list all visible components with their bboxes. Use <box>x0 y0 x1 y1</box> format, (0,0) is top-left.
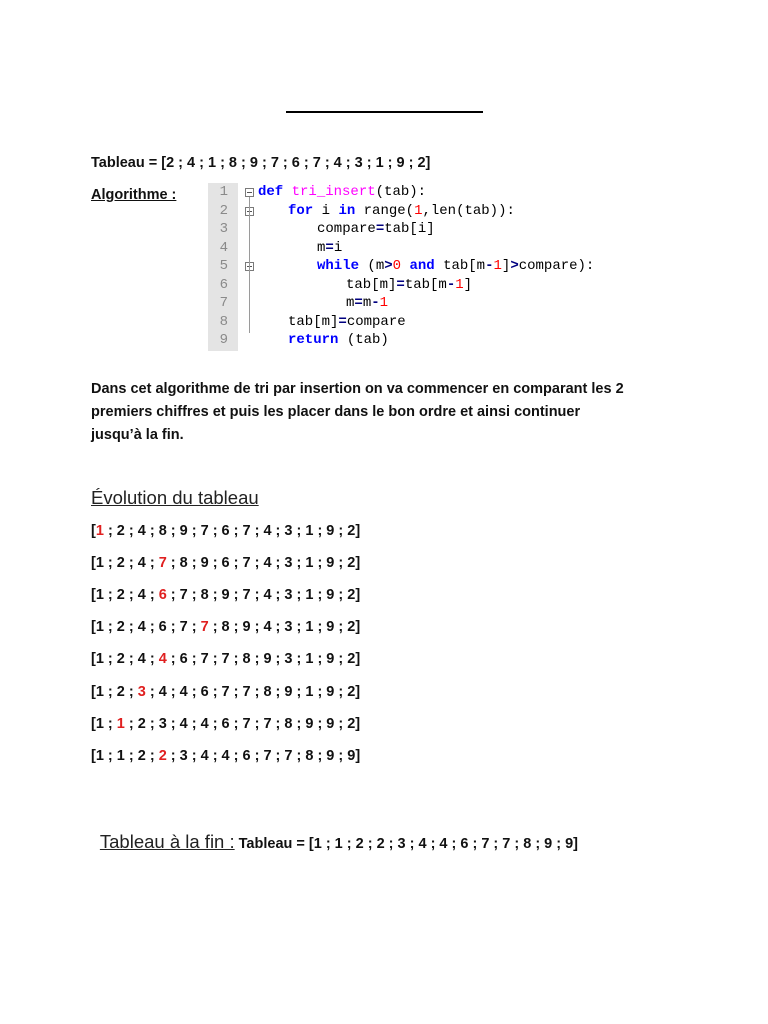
code-token: ] <box>463 276 473 293</box>
row-suffix: ; 4 ; 4 ; 6 ; 7 ; 7 ; 8 ; 9 ; 1 ; 9 ; 2] <box>145 683 361 700</box>
code-token: while <box>317 258 360 274</box>
code-text <box>288 202 515 220</box>
code-token: = <box>375 221 385 237</box>
final-label: Tableau à la fin : <box>99 831 235 852</box>
code-text <box>258 183 426 201</box>
row-prefix: [1 ; 2 ; 4 ; <box>91 555 159 572</box>
description-line-3: jusqu’à la fin. <box>91 427 184 443</box>
row-highlight: 7 <box>158 555 167 572</box>
code-token: m <box>317 239 326 256</box>
code-token: > <box>510 258 519 274</box>
row-suffix: ; 8 ; 9 ; 4 ; 3 ; 1 ; 9 ; 2] <box>208 619 361 636</box>
code-token: (m <box>359 258 385 274</box>
code-text <box>317 257 594 275</box>
code-token <box>283 184 291 200</box>
row-highlight: 6 <box>158 587 167 604</box>
evolution-row <box>91 619 360 635</box>
evolution-row <box>91 684 360 700</box>
code-token: - <box>485 258 494 274</box>
code-token: = <box>325 239 334 256</box>
row-suffix: ; 7 ; 8 ; 9 ; 7 ; 4 ; 3 ; 1 ; 9 ; 2] <box>166 587 361 604</box>
code-token: tri_insert <box>291 184 376 200</box>
evolution-row <box>91 651 360 667</box>
code-token: = <box>396 276 405 293</box>
row-suffix: ; 2 ; 4 ; 8 ; 9 ; 7 ; 6 ; 7 ; 4 ; 3 ; 1 ; 9 ; 2] <box>103 523 361 539</box>
evolution-row <box>91 748 360 764</box>
code-text <box>317 220 435 238</box>
evolution-row <box>91 716 360 732</box>
line-number: 1 <box>219 184 228 200</box>
code-token: return <box>288 332 339 348</box>
code-text <box>346 276 472 294</box>
code-block <box>208 183 595 351</box>
code-token: - <box>371 295 380 311</box>
code-token: for <box>288 202 314 219</box>
code-text <box>346 294 388 312</box>
code-token: = <box>338 313 347 330</box>
code-token: compare <box>317 221 376 237</box>
title-underline-rule <box>286 111 483 113</box>
code-token: m <box>362 295 372 311</box>
code-token: 1 <box>455 276 464 293</box>
evolution-heading: Évolution du tableau <box>91 487 259 508</box>
row-highlight: 1 <box>95 523 104 539</box>
description-line-1: Dans cet algorithme de tri par insertion on va commencer en comparant les 2 <box>91 381 624 397</box>
line-number: 2 <box>219 202 228 219</box>
line-number: 4 <box>219 239 228 256</box>
code-token: def <box>258 184 284 200</box>
code-token: tab[i] <box>384 221 435 237</box>
code-token: = <box>354 295 363 311</box>
line-number: 7 <box>219 295 228 311</box>
code-token: and <box>409 258 435 274</box>
row-prefix: [1 ; 2 ; 4 ; 6 ; 7 ; <box>91 619 201 636</box>
code-token: tab[m] <box>288 313 339 330</box>
description-line-2: premiers chiffres et puis les placer dans le bon ordre et ainsi continuer <box>91 404 581 420</box>
line-number: 5 <box>219 258 228 274</box>
evolution-row <box>91 587 360 603</box>
final-value: Tableau = [1 ; 1 ; 2 ; 2 ; 3 ; 4 ; 4 ; 6 ; 7 ; 7 ; 8 ; 9 ; 9] <box>234 836 579 852</box>
initial-tableau: Tableau = [2 ; 4 ; 1 ; 8 ; 9 ; 7 ; 6 ; 7 ; 4 ; 3 ; 1 ; 9 ; 2] <box>91 155 431 171</box>
row-prefix: [1 ; 2 ; 4 ; <box>91 651 159 668</box>
row-suffix: ; 3 ; 4 ; 4 ; 6 ; 7 ; 7 ; 8 ; 9 ; 9] <box>166 747 361 764</box>
row-suffix: ; 6 ; 7 ; 7 ; 8 ; 9 ; 3 ; 1 ; 9 ; 2] <box>166 651 361 668</box>
evolution-row <box>91 555 360 571</box>
code-token: > <box>384 258 393 274</box>
row-suffix: ; 2 ; 3 ; 4 ; 4 ; 6 ; 7 ; 7 ; 8 ; 9 ; 9 ; 2] <box>124 715 361 732</box>
code-token: i <box>333 239 343 256</box>
code-token: 1 <box>379 295 389 311</box>
row-prefix: [ <box>91 523 96 539</box>
line-number: 6 <box>219 276 228 293</box>
row-prefix: [1 ; 1 ; 2 ; <box>91 747 159 764</box>
row-prefix: [1 ; 2 ; 4 ; <box>91 587 159 604</box>
code-token: 1 <box>414 202 423 219</box>
code-token: 1 <box>493 258 502 274</box>
algorithm-label: Algorithme : <box>91 187 177 203</box>
fold-toggle-icon[interactable] <box>245 188 254 197</box>
code-token: - <box>446 276 456 293</box>
code-token: compare): <box>518 258 595 274</box>
code-token: ,len(tab)): <box>422 202 515 219</box>
code-text <box>288 313 406 331</box>
row-highlight: 7 <box>200 619 209 636</box>
code-token: m <box>346 295 355 311</box>
code-token: i <box>313 202 339 219</box>
code-token: (tab) <box>338 332 389 348</box>
code-token: compare <box>346 313 406 330</box>
fold-guide-line <box>249 271 250 301</box>
code-token: range( <box>355 202 415 219</box>
row-prefix: [1 ; 2 ; <box>91 683 138 700</box>
code-token: tab[m <box>404 276 447 293</box>
line-number: 9 <box>219 332 228 348</box>
final-tableau <box>91 813 578 853</box>
code-token: 0 <box>392 258 402 274</box>
code-text <box>288 331 389 349</box>
code-token: tab[m <box>434 258 486 274</box>
evolution-row <box>91 523 360 539</box>
code-token: tab[m] <box>346 276 397 293</box>
code-token: (tab): <box>375 184 427 200</box>
row-prefix: [1 ; <box>91 715 117 732</box>
code-token: ] <box>501 258 511 274</box>
row-highlight: 1 <box>116 715 125 732</box>
row-suffix: ; 8 ; 9 ; 6 ; 7 ; 4 ; 3 ; 1 ; 9 ; 2] <box>166 555 361 572</box>
row-highlight: 3 <box>137 683 146 700</box>
code-text <box>317 239 342 257</box>
row-highlight: 2 <box>158 747 167 764</box>
row-highlight: 4 <box>158 651 167 668</box>
description-paragraph <box>91 378 691 447</box>
code-token: in <box>338 202 356 219</box>
line-number: 8 <box>219 313 228 330</box>
line-number: 3 <box>219 221 228 237</box>
